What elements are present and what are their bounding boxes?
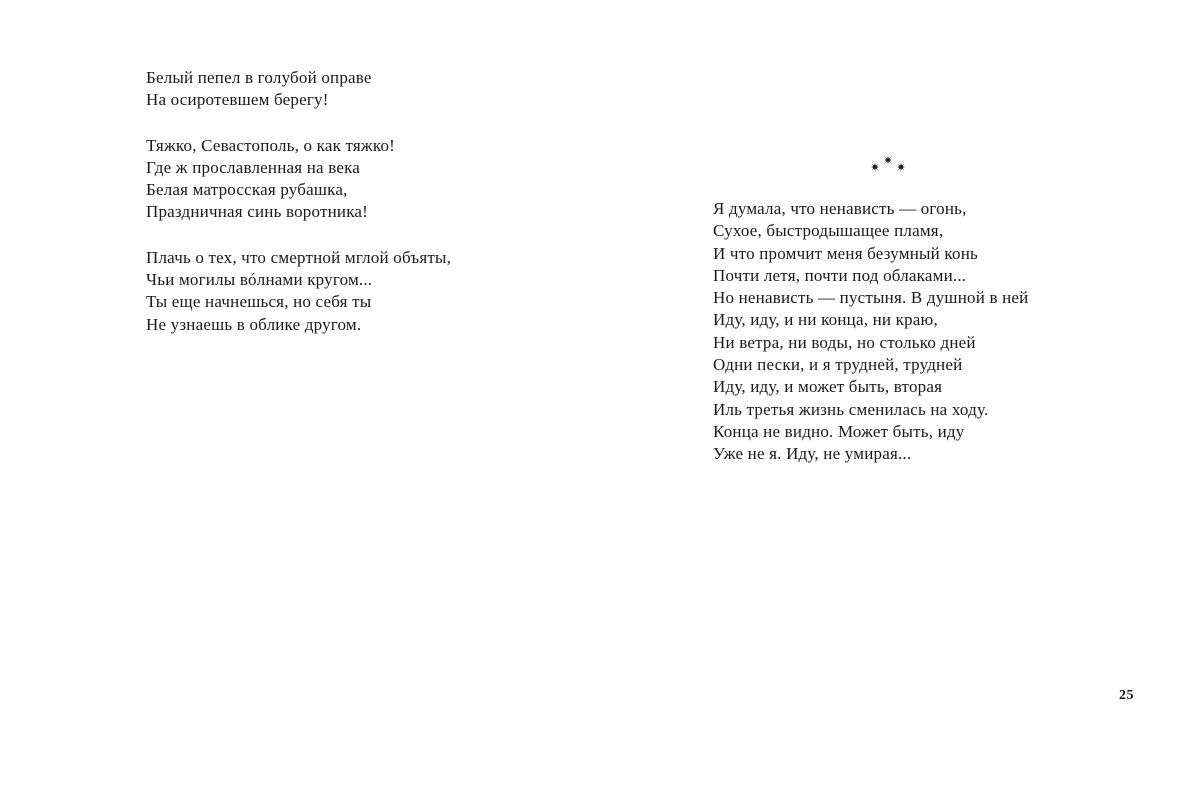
left-page-poem — [146, 67, 451, 336]
poem-line: На осиротевшем берегу! — [146, 90, 329, 110]
poem-line: Чьи могилы вóлнами кругом... — [146, 270, 373, 290]
poem-line: Праздничная синь воротника! — [146, 202, 369, 222]
stanza — [146, 247, 451, 336]
stanza — [146, 135, 451, 224]
poem-line: Где ж прославленная на века — [146, 157, 361, 177]
right-page-poem — [713, 198, 1028, 466]
poem-line: Тяжко, Севастополь, о как тяжко! — [146, 135, 396, 155]
poem-line: Плачь о тех, что смертной мглой объяты, — [146, 247, 452, 267]
poem-line: Иду, иду, и ни конца, ни краю, — [713, 310, 938, 330]
poem-line: Белый пепел в голубой оправе — [146, 68, 372, 87]
three-asterisks-icon — [869, 153, 909, 175]
poem-line: Не узнаешь в облике другом. — [146, 314, 362, 334]
poem-line: Почти летя, почти под облаками... — [713, 265, 967, 285]
page-number: 25 — [1119, 688, 1134, 703]
stanza — [146, 67, 451, 112]
poem-line: Ты еще начнешься, но себя ты — [146, 292, 372, 312]
poem-line: Но ненависть — пустыня. В душной в ней — [713, 288, 1029, 308]
poem-line: Белая матросская рубашка, — [146, 180, 348, 200]
poem-line: Уже не я. Иду, не умирая... — [713, 444, 912, 464]
poem-line: Сухое, быстродышащее пламя, — [713, 221, 944, 241]
poem-line: Иду, иду, и может быть, вторая — [713, 377, 943, 397]
poem-line: Конца не видно. Может быть, иду — [713, 421, 965, 441]
poem-line: Одни пески, и я трудней, трудней — [713, 355, 963, 375]
poem-line: Иль третья жизнь сменилась на ходу. — [713, 399, 989, 419]
poem-line: И что промчит меня безумный конь — [713, 243, 978, 263]
poem-line: Ни ветра, ни воды, но столько дней — [713, 332, 976, 352]
stanza — [713, 198, 1028, 466]
poem-line: Я думала, что ненависть — огонь, — [713, 199, 967, 218]
